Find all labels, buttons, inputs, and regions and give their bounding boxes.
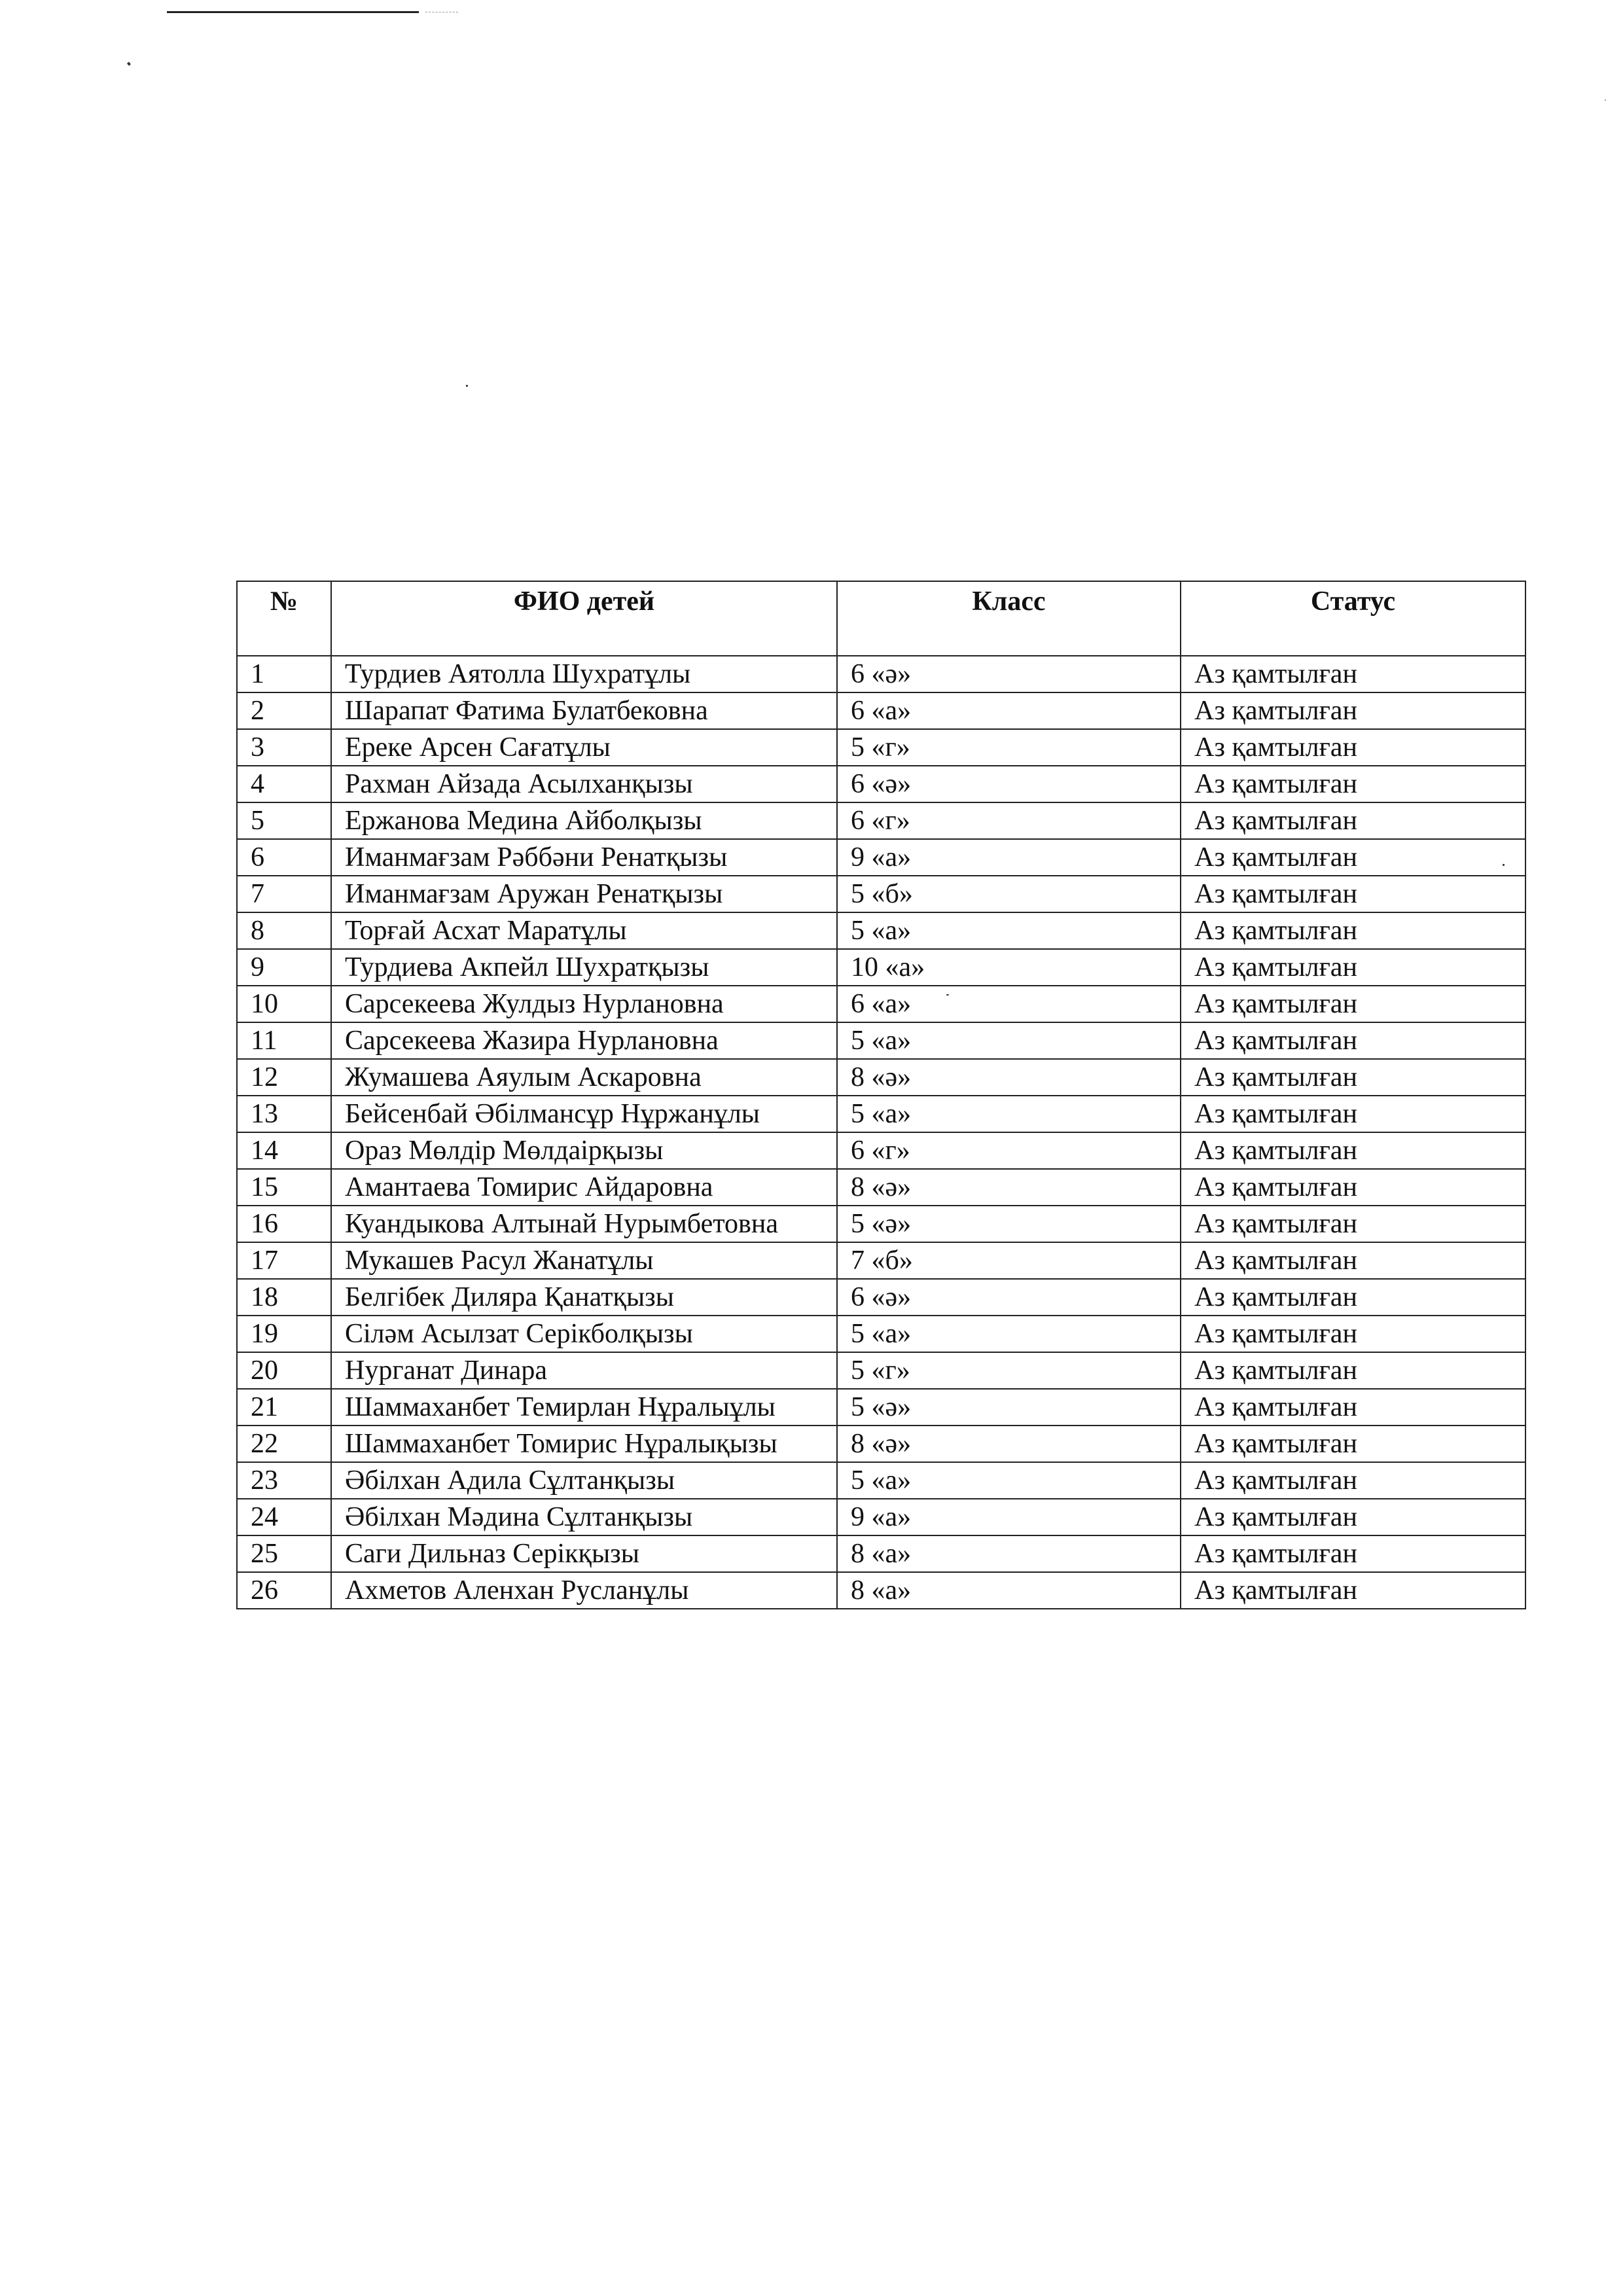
row-name-cell: Саги Дильназ Серікқызы: [331, 1535, 837, 1572]
row-status-cell: Аз қамтылған: [1181, 1462, 1525, 1499]
row-name-cell: Турдиев Аятолла Шухратұлы: [331, 656, 837, 692]
row-number-cell: 22: [237, 1426, 331, 1462]
row-number-cell: 13: [237, 1096, 331, 1132]
row-class-cell: 8 «а»: [837, 1535, 1181, 1572]
row-number-cell: 2: [237, 692, 331, 729]
row-name-cell: Шаммаханбет Темирлан Нұралыұлы: [331, 1389, 837, 1426]
table-body: [237, 656, 1525, 1609]
header-class: Класс: [837, 581, 1181, 656]
row-number-cell: 17: [237, 1242, 331, 1279]
table-row: [237, 1279, 1525, 1316]
row-class-cell: 7 «б»: [837, 1242, 1181, 1279]
row-status-cell: Аз қамтылған: [1181, 1389, 1525, 1426]
row-status-cell: Аз қамтылған: [1181, 1279, 1525, 1316]
row-name-cell: Шаммаханбет Томирис Нұралықызы: [331, 1426, 837, 1462]
row-class-cell: 9 «а»: [837, 1499, 1181, 1535]
row-name-cell: Сарсекеева Жазира Нурлановна: [331, 1022, 837, 1059]
row-number-cell: 19: [237, 1316, 331, 1352]
row-status-cell: Аз қамтылған: [1181, 766, 1525, 802]
scan-artifact-mark: [127, 62, 131, 65]
row-number-cell: 21: [237, 1389, 331, 1426]
row-number-cell: 10: [237, 986, 331, 1022]
row-number-cell: 24: [237, 1499, 331, 1535]
table-row: [237, 729, 1525, 766]
row-status-cell: Аз қамтылған: [1181, 656, 1525, 692]
row-number-cell: 6: [237, 839, 331, 876]
row-class-cell: 8 «ә»: [837, 1169, 1181, 1206]
row-status-cell: Аз қамтылған: [1181, 912, 1525, 949]
row-status-cell: Аз қамтылған: [1181, 802, 1525, 839]
row-class-cell: 5 «б»: [837, 876, 1181, 912]
table-header: [237, 581, 1525, 656]
row-number-cell: 12: [237, 1059, 331, 1096]
table-row: [237, 766, 1525, 802]
row-name-cell: Ержанова Медина Айболқызы: [331, 802, 837, 839]
row-status-cell: Аз қамтылған: [1181, 839, 1525, 876]
table-row: [237, 949, 1525, 986]
row-class-cell: 5 «а»: [837, 1316, 1181, 1352]
row-status-cell: Аз қамтылған: [1181, 729, 1525, 766]
table-row: [237, 876, 1525, 912]
table-row: [237, 656, 1525, 692]
row-name-cell: Нурганат Динара: [331, 1352, 837, 1389]
table-row: [237, 1499, 1525, 1535]
table-row: [237, 1132, 1525, 1169]
row-name-cell: Әбілхан Адила Сұлтанқызы: [331, 1462, 837, 1499]
row-number-cell: 8: [237, 912, 331, 949]
row-status-cell: Аз қамтылған: [1181, 1206, 1525, 1242]
table-row: [237, 1169, 1525, 1206]
row-status-cell: Аз қамтылған: [1181, 1352, 1525, 1389]
row-class-cell: 8 «ә»: [837, 1426, 1181, 1462]
row-class-cell: 5 «ә»: [837, 1389, 1181, 1426]
table-row: [237, 802, 1525, 839]
row-class-cell: 5 «а»: [837, 1022, 1181, 1059]
table-row: [237, 1535, 1525, 1572]
row-number-cell: 5: [237, 802, 331, 839]
table-row: [237, 1352, 1525, 1389]
row-class-cell: 6 «ә»: [837, 766, 1181, 802]
row-number-cell: 26: [237, 1572, 331, 1609]
row-name-cell: Ахметов Аленхан Русланұлы: [331, 1572, 837, 1609]
scan-artifact-dash: [425, 12, 458, 13]
row-status-cell: Аз қамтылған: [1181, 1169, 1525, 1206]
row-number-cell: 20: [237, 1352, 331, 1389]
row-class-cell: 6 «а»: [837, 986, 1181, 1022]
row-number-cell: 23: [237, 1462, 331, 1499]
scan-artifact-mark: [1605, 99, 1606, 101]
row-name-cell: Иманмағзам Рәббәни Ренатқызы: [331, 839, 837, 876]
row-class-cell: 8 «ә»: [837, 1059, 1181, 1096]
row-status-cell: Аз қамтылған: [1181, 1022, 1525, 1059]
header-row: [237, 581, 1525, 656]
row-class-cell: 5 «г»: [837, 729, 1181, 766]
row-status-cell: Аз қамтылған: [1181, 1572, 1525, 1609]
table-row: [237, 692, 1525, 729]
table-row: [237, 1316, 1525, 1352]
row-name-cell: Мукашев Расул Жанатұлы: [331, 1242, 837, 1279]
row-name-cell: Куандыкова Алтынай Нурымбетовна: [331, 1206, 837, 1242]
row-class-cell: 6 «ә»: [837, 1279, 1181, 1316]
header-number: №: [237, 581, 331, 656]
row-name-cell: Жумашева Аяулым Аскаровна: [331, 1059, 837, 1096]
row-status-cell: Аз қамтылған: [1181, 1499, 1525, 1535]
row-name-cell: Бейсенбай Әбілмансұр Нұржанұлы: [331, 1096, 837, 1132]
table-row: [237, 986, 1525, 1022]
row-status-cell: Аз қамтылған: [1181, 1242, 1525, 1279]
row-number-cell: 1: [237, 656, 331, 692]
row-number-cell: 18: [237, 1279, 331, 1316]
row-name-cell: Ереке Арсен Сағатұлы: [331, 729, 837, 766]
row-class-cell: 5 «а»: [837, 1096, 1181, 1132]
row-class-cell: 9 «а»: [837, 839, 1181, 876]
row-class-cell: 5 «а»: [837, 912, 1181, 949]
table-row: [237, 1059, 1525, 1096]
row-class-cell: 6 «ә»: [837, 656, 1181, 692]
row-number-cell: 3: [237, 729, 331, 766]
row-name-cell: Рахман Айзада Асылханқызы: [331, 766, 837, 802]
row-number-cell: 16: [237, 1206, 331, 1242]
row-class-cell: 6 «г»: [837, 802, 1181, 839]
row-status-cell: Аз қамтылған: [1181, 1535, 1525, 1572]
table-row: [237, 1572, 1525, 1609]
row-status-cell: Аз қамтылған: [1181, 1059, 1525, 1096]
row-class-cell: 10 «а»: [837, 949, 1181, 986]
row-name-cell: Торғай Асхат Маратұлы: [331, 912, 837, 949]
row-name-cell: Белгібек Диляра Қанатқызы: [331, 1279, 837, 1316]
table-row: [237, 1462, 1525, 1499]
row-name-cell: Турдиева Акпейл Шухратқызы: [331, 949, 837, 986]
row-status-cell: Аз қамтылған: [1181, 876, 1525, 912]
row-name-cell: Иманмағзам Аружан Ренатқызы: [331, 876, 837, 912]
row-status-cell: Аз қамтылған: [1181, 1426, 1525, 1462]
table-row: [237, 1022, 1525, 1059]
row-name-cell: Амантаева Томирис Айдаровна: [331, 1169, 837, 1206]
table-row: [237, 839, 1525, 876]
table-row: [237, 1096, 1525, 1132]
row-status-cell: Аз қамтылған: [1181, 1316, 1525, 1352]
row-name-cell: Әбілхан Мәдина Сұлтанқызы: [331, 1499, 837, 1535]
row-status-cell: Аз қамтылған: [1181, 986, 1525, 1022]
row-number-cell: 15: [237, 1169, 331, 1206]
row-class-cell: 6 «г»: [837, 1132, 1181, 1169]
row-name-cell: Шарапат Фатима Булатбековна: [331, 692, 837, 729]
row-class-cell: 6 «а»: [837, 692, 1181, 729]
row-status-cell: Аз қамтылған: [1181, 1096, 1525, 1132]
row-class-cell: 5 «ә»: [837, 1206, 1181, 1242]
children-status-table: [236, 581, 1526, 1609]
header-status: Статус: [1181, 581, 1525, 656]
header-full-name: ФИО детей: [331, 581, 837, 656]
table-row: [237, 1242, 1525, 1279]
table-row: [237, 1426, 1525, 1462]
row-class-cell: 8 «а»: [837, 1572, 1181, 1609]
row-number-cell: 7: [237, 876, 331, 912]
row-number-cell: 9: [237, 949, 331, 986]
row-status-cell: Аз қамтылған: [1181, 692, 1525, 729]
row-status-cell: Аз қамтылған: [1181, 949, 1525, 986]
row-name-cell: Сіләм Асылзат Серікболқызы: [331, 1316, 837, 1352]
table-row: [237, 1389, 1525, 1426]
table-row: [237, 912, 1525, 949]
row-number-cell: 14: [237, 1132, 331, 1169]
row-class-cell: 5 «г»: [837, 1352, 1181, 1389]
row-number-cell: 4: [237, 766, 331, 802]
scan-artifact-line: [167, 11, 419, 13]
row-name-cell: Сарсекеева Жулдыз Нурлановна: [331, 986, 837, 1022]
row-status-cell: Аз қамтылған: [1181, 1132, 1525, 1169]
row-name-cell: Ораз Мөлдір Мөлдаірқызы: [331, 1132, 837, 1169]
row-number-cell: 25: [237, 1535, 331, 1572]
row-number-cell: 11: [237, 1022, 331, 1059]
table-row: [237, 1206, 1525, 1242]
scan-artifact-mark: [466, 385, 468, 387]
row-class-cell: 5 «а»: [837, 1462, 1181, 1499]
